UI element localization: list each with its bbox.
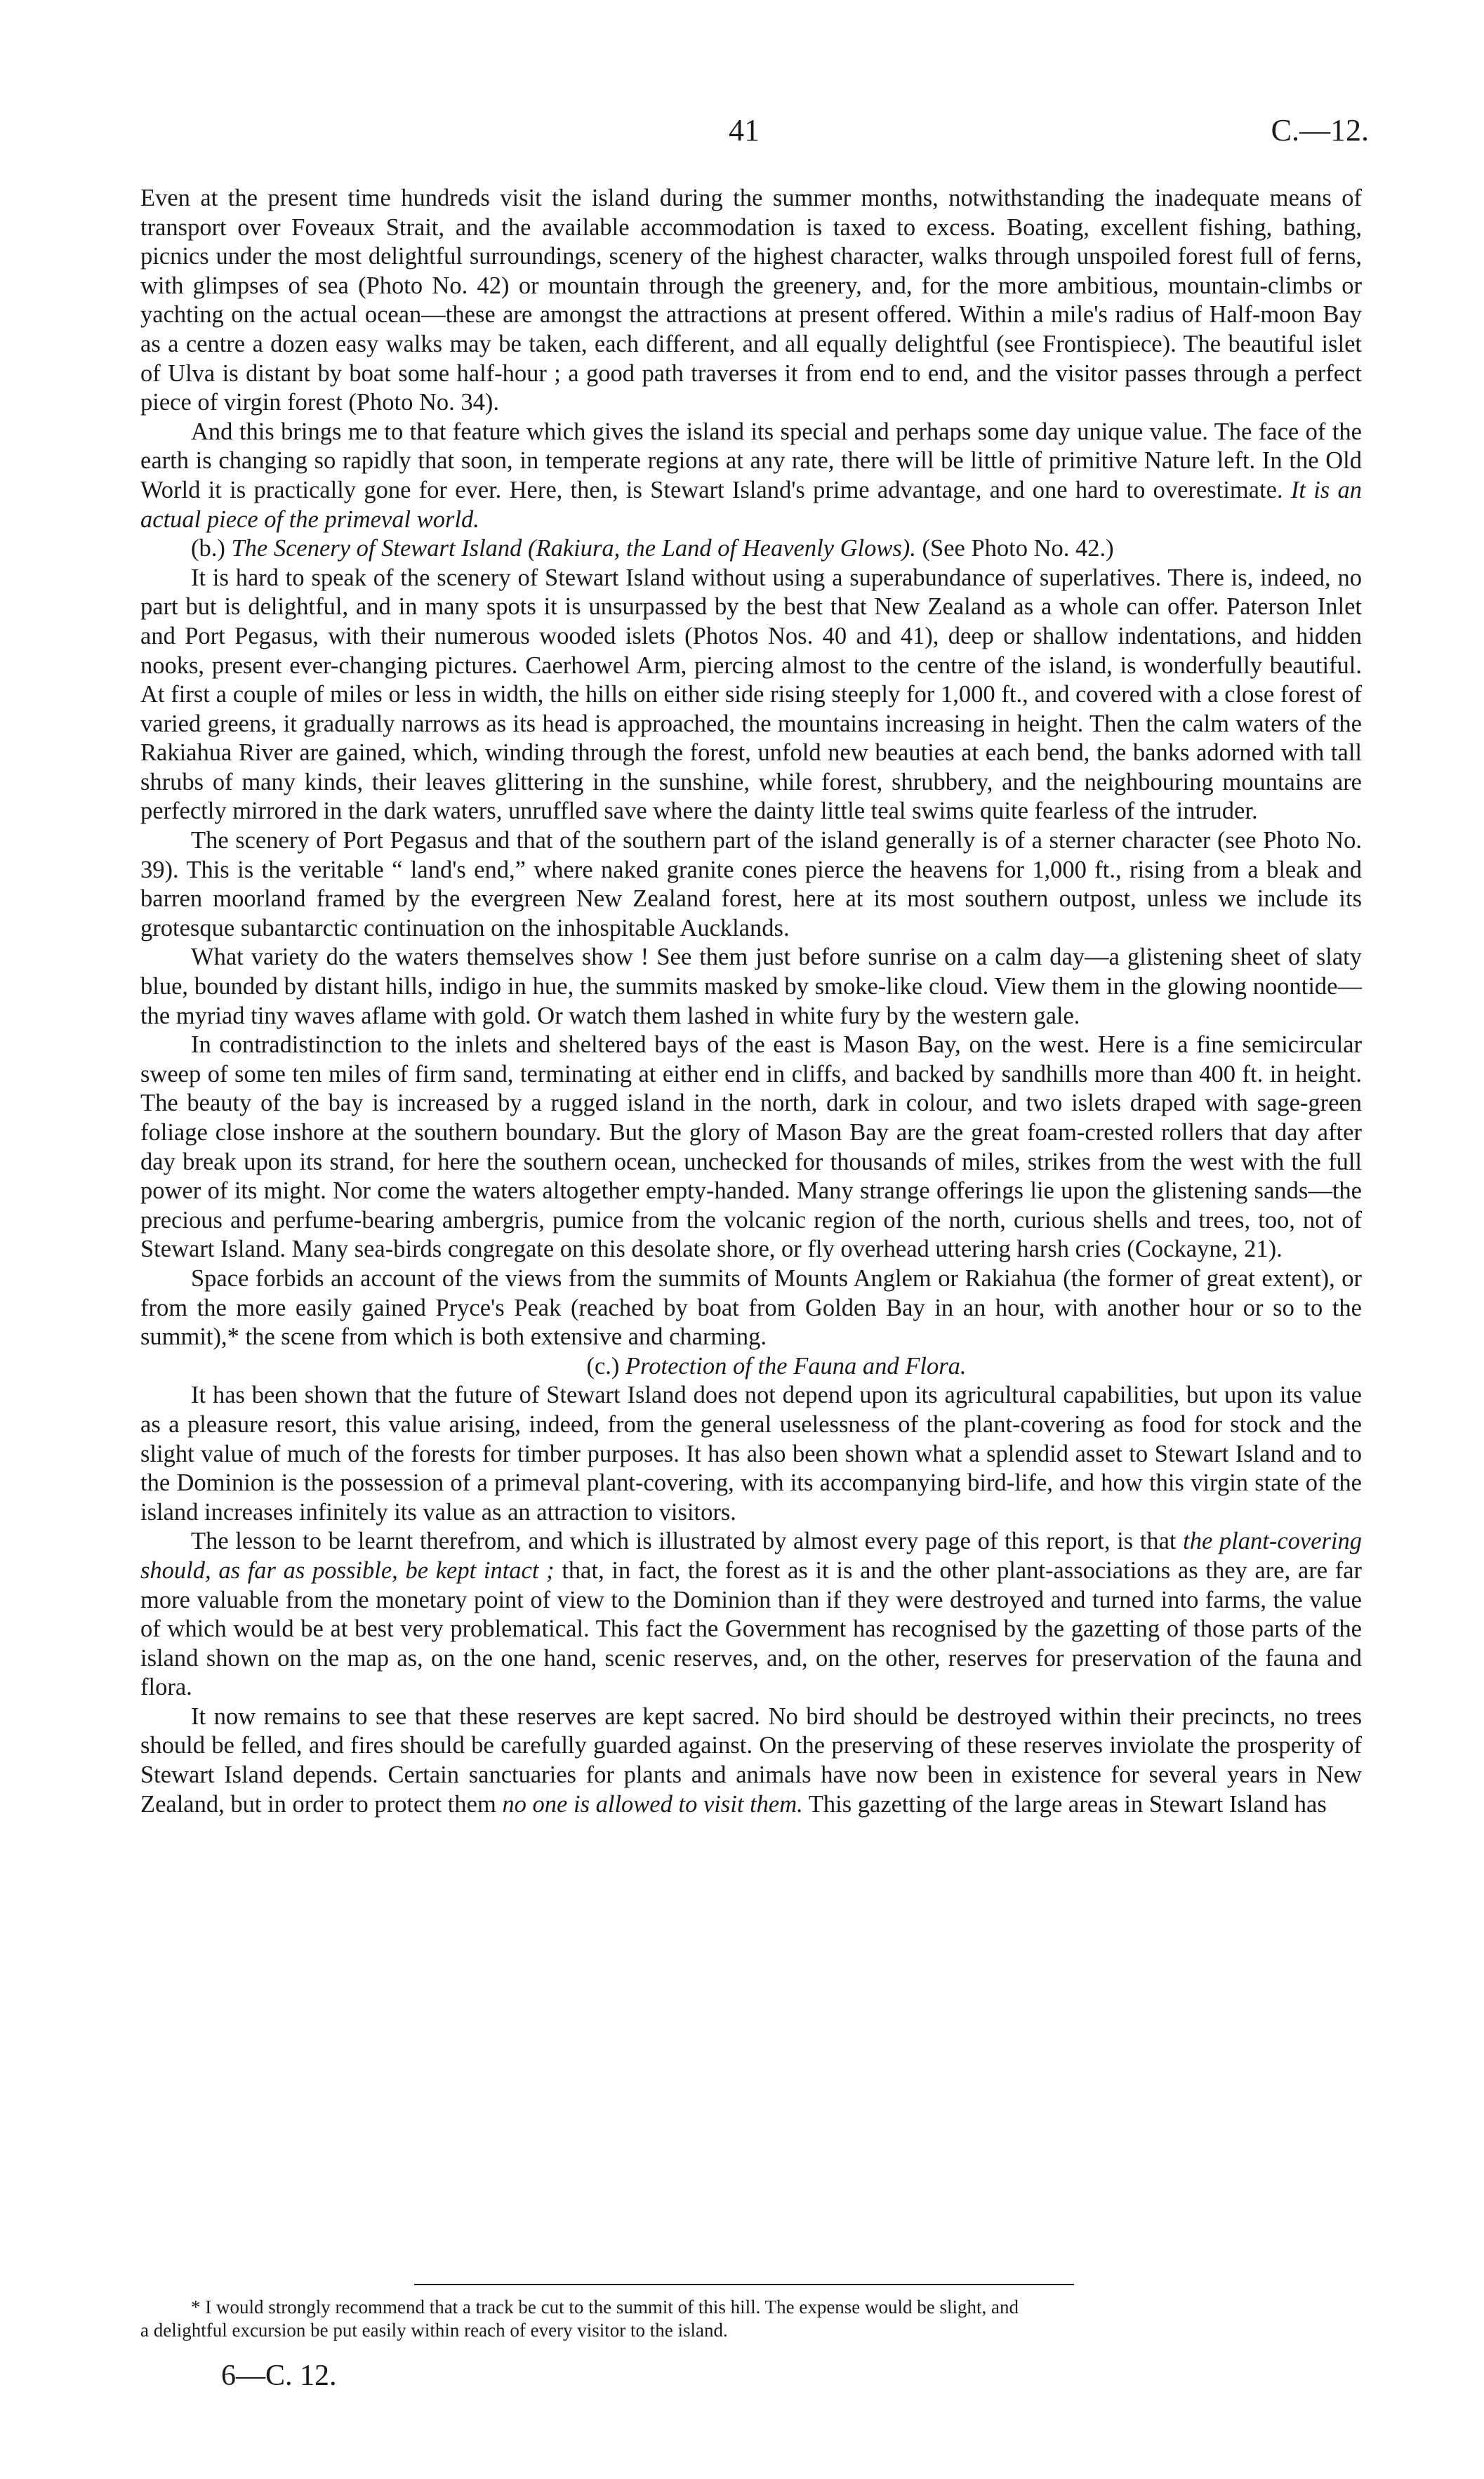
section-title: The Scenery of Stewart Island (Rakiura, the Land of Heavenly Glows).: [231, 535, 916, 562]
paragraph: In contradistinction to the inlets and sheltered bays of the east is Mason Bay, on the west. Here is a fine semicircular sweep of some ten miles of firm sand, terminating at either end in cliffs, and backed by sandhills more than 400 ft. in height. The beauty of the bay is increased by a rugged island in the north, dark in colour, and two islets draped with sage-green foliage close inshore at the southern boundary. But the glory of Mason Bay are the great foam-crested rollers that day after day break upon its strand, for here the southern ocean, unchecked for thousands of miles, strikes from the west with the full power of its might. Nor come the waters altogether empty-handed. Many strange offerings lie upon the glistening sands—the precious and perfume-bearing ambergris, pumice from the volcanic region of the north, curious shells and trees, too, not of Stewart Island. Many sea-birds congregate on this desolate shore, or fly overhead uttering harsh cries (Cockayne, 21).: [140, 1031, 1362, 1263]
paragraph-text: The lesson to be learnt therefrom, and which is illustrated by almost every page of this report, is that: [191, 1528, 1177, 1555]
paragraph: Even at the present time hundreds visit the island during the summer months, notwithstanding the inadequate means of transport over Foveaux Strait, and the available accommodation is taxed to excess. Boating, excellent fishing, bathing, picnics under the most delightful surroundings, scenery of the highest character, walks through unspoiled forest full of ferns, with glimpses of sea (Photo No. 42) or mountain through the greenery, and, for the more ambitious, mountain-climbs or yachting on the actual ocean—these are amongst the attractions at present offered. Within a mile's radius of Half-moon Bay as a centre a dozen easy walks may be taken, each different, and all equally delightful (see Frontispiece). The beautiful islet of Ulva is distant by boat some half-hour ; a good path traverses it from end to end, and the visitor passes through a perfect piece of virgin forest (Photo No. 34).: [140, 185, 1362, 416]
paragraph-text: And this brings me to that feature which gives the island its special and perhaps some day unique value. The face of the earth is changing so rapidly that soon, in temperate regions at any rate, there will be little of primitive Nature left. In the Old World it is practically gone for ever. Here, then, is Stewart Island's prime advantage, and one hard to overestimate.: [140, 418, 1362, 503]
emphasis-text: no one is allowed to visit them.: [502, 1790, 803, 1818]
footnote-line: a delightful excursion be put easily within reach of every visitor to the island.: [140, 2320, 728, 2341]
paragraph: [140, 1527, 1362, 1703]
paragraph: What variety do the waters themselves show ! See them just before sunrise on a calm day—a glistening sheet of slaty blue, bounded by distant hills, indigo in hue, the summits masked by smoke-like cloud. View them in the glowing noontide—the myriad tiny waves aflame with gold. Or watch them lashed in white fury by the western gale.: [140, 944, 1362, 1029]
emphasis-text: the plant-covering should, as far as possible, be kept intact ;: [140, 1528, 1363, 1584]
body-text: [140, 184, 1362, 1819]
section-reference: (See Photo No. 42.): [922, 535, 1114, 562]
section-title: Protection of the Fauna and Flora.: [625, 1352, 967, 1380]
signature-mark: 6—C. 12.: [221, 2360, 337, 2392]
paragraph: [140, 418, 1362, 534]
section-heading-b: [140, 534, 1362, 564]
paragraph: Space forbids an account of the views from the summits of Mounts Anglem or Rakiahua (the former of great extent), or from the more easily gained Pryce's Peak (reached by boat from Golden Bay in an hour, with another hour or so to the summit),* the scene from which is both extensive and charming.: [140, 1264, 1362, 1351]
page-number: 41: [729, 113, 760, 147]
paragraph: The scenery of Port Pegasus and that of the southern part of the island generally is of a sterner character (see Photo No. 39). This is the veritable “ land's end,” where naked granite cones pierce the heavens for 1,000 ft., rising from a bleak and barren moorland framed by the evergreen New Zealand forest, here at its most southern outpost, unless we include its grotesque subantarctic continuation on the inhospitable Aucklands.: [140, 827, 1362, 941]
footnote-divider: [414, 2284, 1074, 2285]
paragraph: It is hard to speak of the scenery of Stewart Island without using a superabundance of superlatives. There is, indeed, no part but is delightful, and in many spots it is unsurpassed by the best that New Zealand as a whole can offer. Paterson Inlet and Port Pegasus, with their numerous wooded islets (Photos Nos. 40 and 41), deep or shallow indentations, and hidden nooks, present ever-changing pictures. Caerhowel Arm, piercing almost to the centre of the island, is wonderfully beautiful. At first a couple of miles or less in width, the hills on either side rising steeply for 1,000 ft., and covered with a close forest of varied greens, it gradually narrows as its head is approached, the mountains increasing in height. Then the calm waters of the Rakiahua River are gained, which, winding through the forest, unfold new beauties at each bend, the banks adorned with tall shrubs of many kinds, their leaves glittering in the sunshine, while forest, shrubbery, and the neighbouring mountains are perfectly mirrored in the dark waters, unruffled save where the dainty little teal swims quite fearless of the intruder.: [140, 564, 1362, 825]
paragraph-text: that, in fact, the forest as it is and the other plant-associations as they are, are far more valuable from the monetary point of view to the Dominion than if they were destroyed and turned into farms, the value of which would be at best very problematical. This fact the Government has recognised by the gazetting of those parts of the island shown on the map as, on the one hand, scenic reserves, and, on the other, reserves for preservation of the fauna and flora.: [140, 1556, 1362, 1701]
section-label: (b.): [191, 535, 225, 562]
paragraph-text: This gazetting of the large areas in Stewart Island has: [808, 1790, 1327, 1818]
paragraph-text: It now remains to see that these reserves are kept sacred. No bird should be destroyed within their precincts, no trees should be felled, and fires should be carefully guarded against. On the preserving of these reserves inviolate the prosperity of Stewart Island depends. Certain sanctuaries for plants and animals have now been in existence for several years in New Zealand, but in order to protect them: [140, 1703, 1362, 1818]
footnote-line: * I would strongly recommend that a track be cut to the summit of this hill. The expense would be slight, and: [191, 2296, 1019, 2318]
section-heading-c: [140, 1352, 1362, 1382]
document-code: C.—12.: [1271, 113, 1369, 147]
footnote: [140, 2296, 1362, 2342]
section-label: (c.): [586, 1352, 620, 1380]
paragraph: [140, 1703, 1362, 1819]
paragraph: It has been shown that the future of Stewart Island does not depend upon its agricultural capabilities, but upon its value as a pleasure resort, this value arising, indeed, from the general uselessness of the plant-covering as food for stock and the slight value of much of the forests for timber purposes. It has also been shown what a splendid asset to Stewart Island and to the Dominion is the possession of a primeval plant-covering, with its accompanying bird-life, and how this virgin state of the island increases infinitely its value as an attraction to visitors.: [140, 1382, 1362, 1526]
emphasis-text: It is an actual piece of the primeval world.: [140, 476, 1363, 533]
